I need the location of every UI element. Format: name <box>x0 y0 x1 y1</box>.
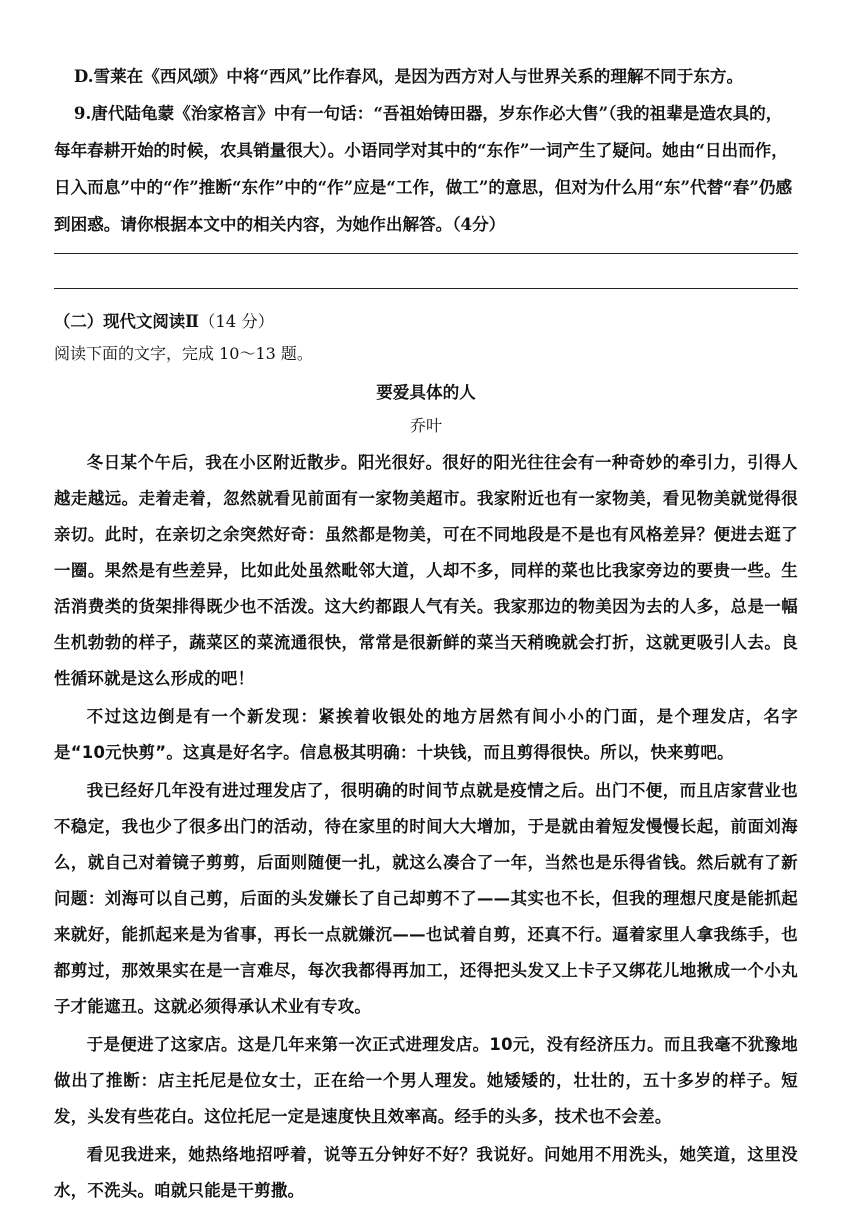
answer-line-2[interactable] <box>54 288 798 289</box>
paragraph: 看见我进来，她热络地招呼着，说等五分钟好不好？我说好。问她用不用洗头，她笑道，这里没水，不洗头。咱就只能是干剪撒。 <box>54 1145 798 1200</box>
section-heading <box>54 307 798 337</box>
paragraph: 不过这边倒是有一个新发现：紧挨着收银处的地方居然有间小小的门面，是个理发店，名字是“10元快剪”。这真是好名字。信息极其明确：十块钱，而且剪得很快。所以，快来剪吧。 <box>54 707 798 762</box>
section-score: （14 分） <box>198 312 275 331</box>
article-author: 乔叶 <box>409 416 442 435</box>
article-title: 要爱具体的人 <box>376 382 476 402</box>
question-9: 9.唐代陆龟蒙《治家格言》中有一句话：“吾祖始铸田器，岁东作必大售”（我的祖辈是造农具的，每年春耕开始的时候，农具销量很大）。小语同学对其中的“东作”一词产生了疑问。她由“日出而作，日入而息”中的“作”推断“东作”中的“作”应是“工作，做工”的意思，但对为什么用“东”代替“春”仍感到困惑。请你根据本文中的相关内容，为她作出解答。（4分） <box>54 103 793 234</box>
section-instruction: 阅读下面的文字，完成 10～13 题。 <box>54 344 313 363</box>
answer-line-1[interactable] <box>54 253 798 254</box>
paragraph: 我已经好几年没有进过理发店了，很明确的时间节点就是疫情之后。出门不便，而且店家营业也不稳定，我也少了很多出门的活动，待在家里的时间大大增加，于是就由着短发慢慢长起，前面刘海么，就自己对着镜子剪剪，后面则随便一扎，就这么凑合了一年，当然也是乐得省钱。然后就有了新问题：刘海可以自己剪，后面的头发嫌长了自己却剪不了——其实也不长，但我的理想尺度是能抓起来就好，能抓起来是为省事，再长一点就嫌沉——也试着自剪，还真不行。逼着家里人拿我练手，也都剪过，那效果实在是一言难尽，每次我都得再加工，还得把头发又上卡子又绑花儿地揪成一个小丸子才能遮丑。这就必须得承认术业有专攻。 <box>54 781 798 1016</box>
option-d: D.雪莱在《西风颂》中将“西风”比作春风，是因为西方对人与世界关系的理解不同于东方。 <box>73 66 744 86</box>
paragraph: 冬日某个午后，我在小区附近散步。阳光很好。很好的阳光往往会有一种奇妙的牵引力，引得人越走越远。走着走着，忽然就看见前面有一家物美超市。我家附近也有一家物美，看见物美就觉得很亲切。此时，在亲切之余突然好奇：虽然都是物美，可在不同地段是不是也有风格差异？便进去逛了一圈。果然是有些差异，比如此处虽然毗邻大道，人却不多，同样的菜也比我家旁边的要贵一些。生活消费类的货架排得既少也不活泼。这大约都跟人气有关。我家那边的物美因为去的人多，总是一幅生机勃勃的样子，蔬菜区的菜流通很快，常常是很新鲜的菜当天稍晚就会打折，这就更吸引人去。良性循环就是这么形成的吧！ <box>54 453 798 688</box>
section-title: （二）现代文阅读Ⅱ <box>54 312 199 331</box>
paragraph: 于是便进了这家店。这是几年来第一次正式进理发店。10元，没有经济压力。而且我毫不犹豫地做出了推断：店主托尼是位女士，正在给一个男人理发。她矮矮的，壮壮的，五十多岁的样子。短发，头发有些花白。这位托尼一定是速度快且效率高。经手的头多，技术也不会差。 <box>54 1035 798 1126</box>
article-body <box>54 445 798 1209</box>
